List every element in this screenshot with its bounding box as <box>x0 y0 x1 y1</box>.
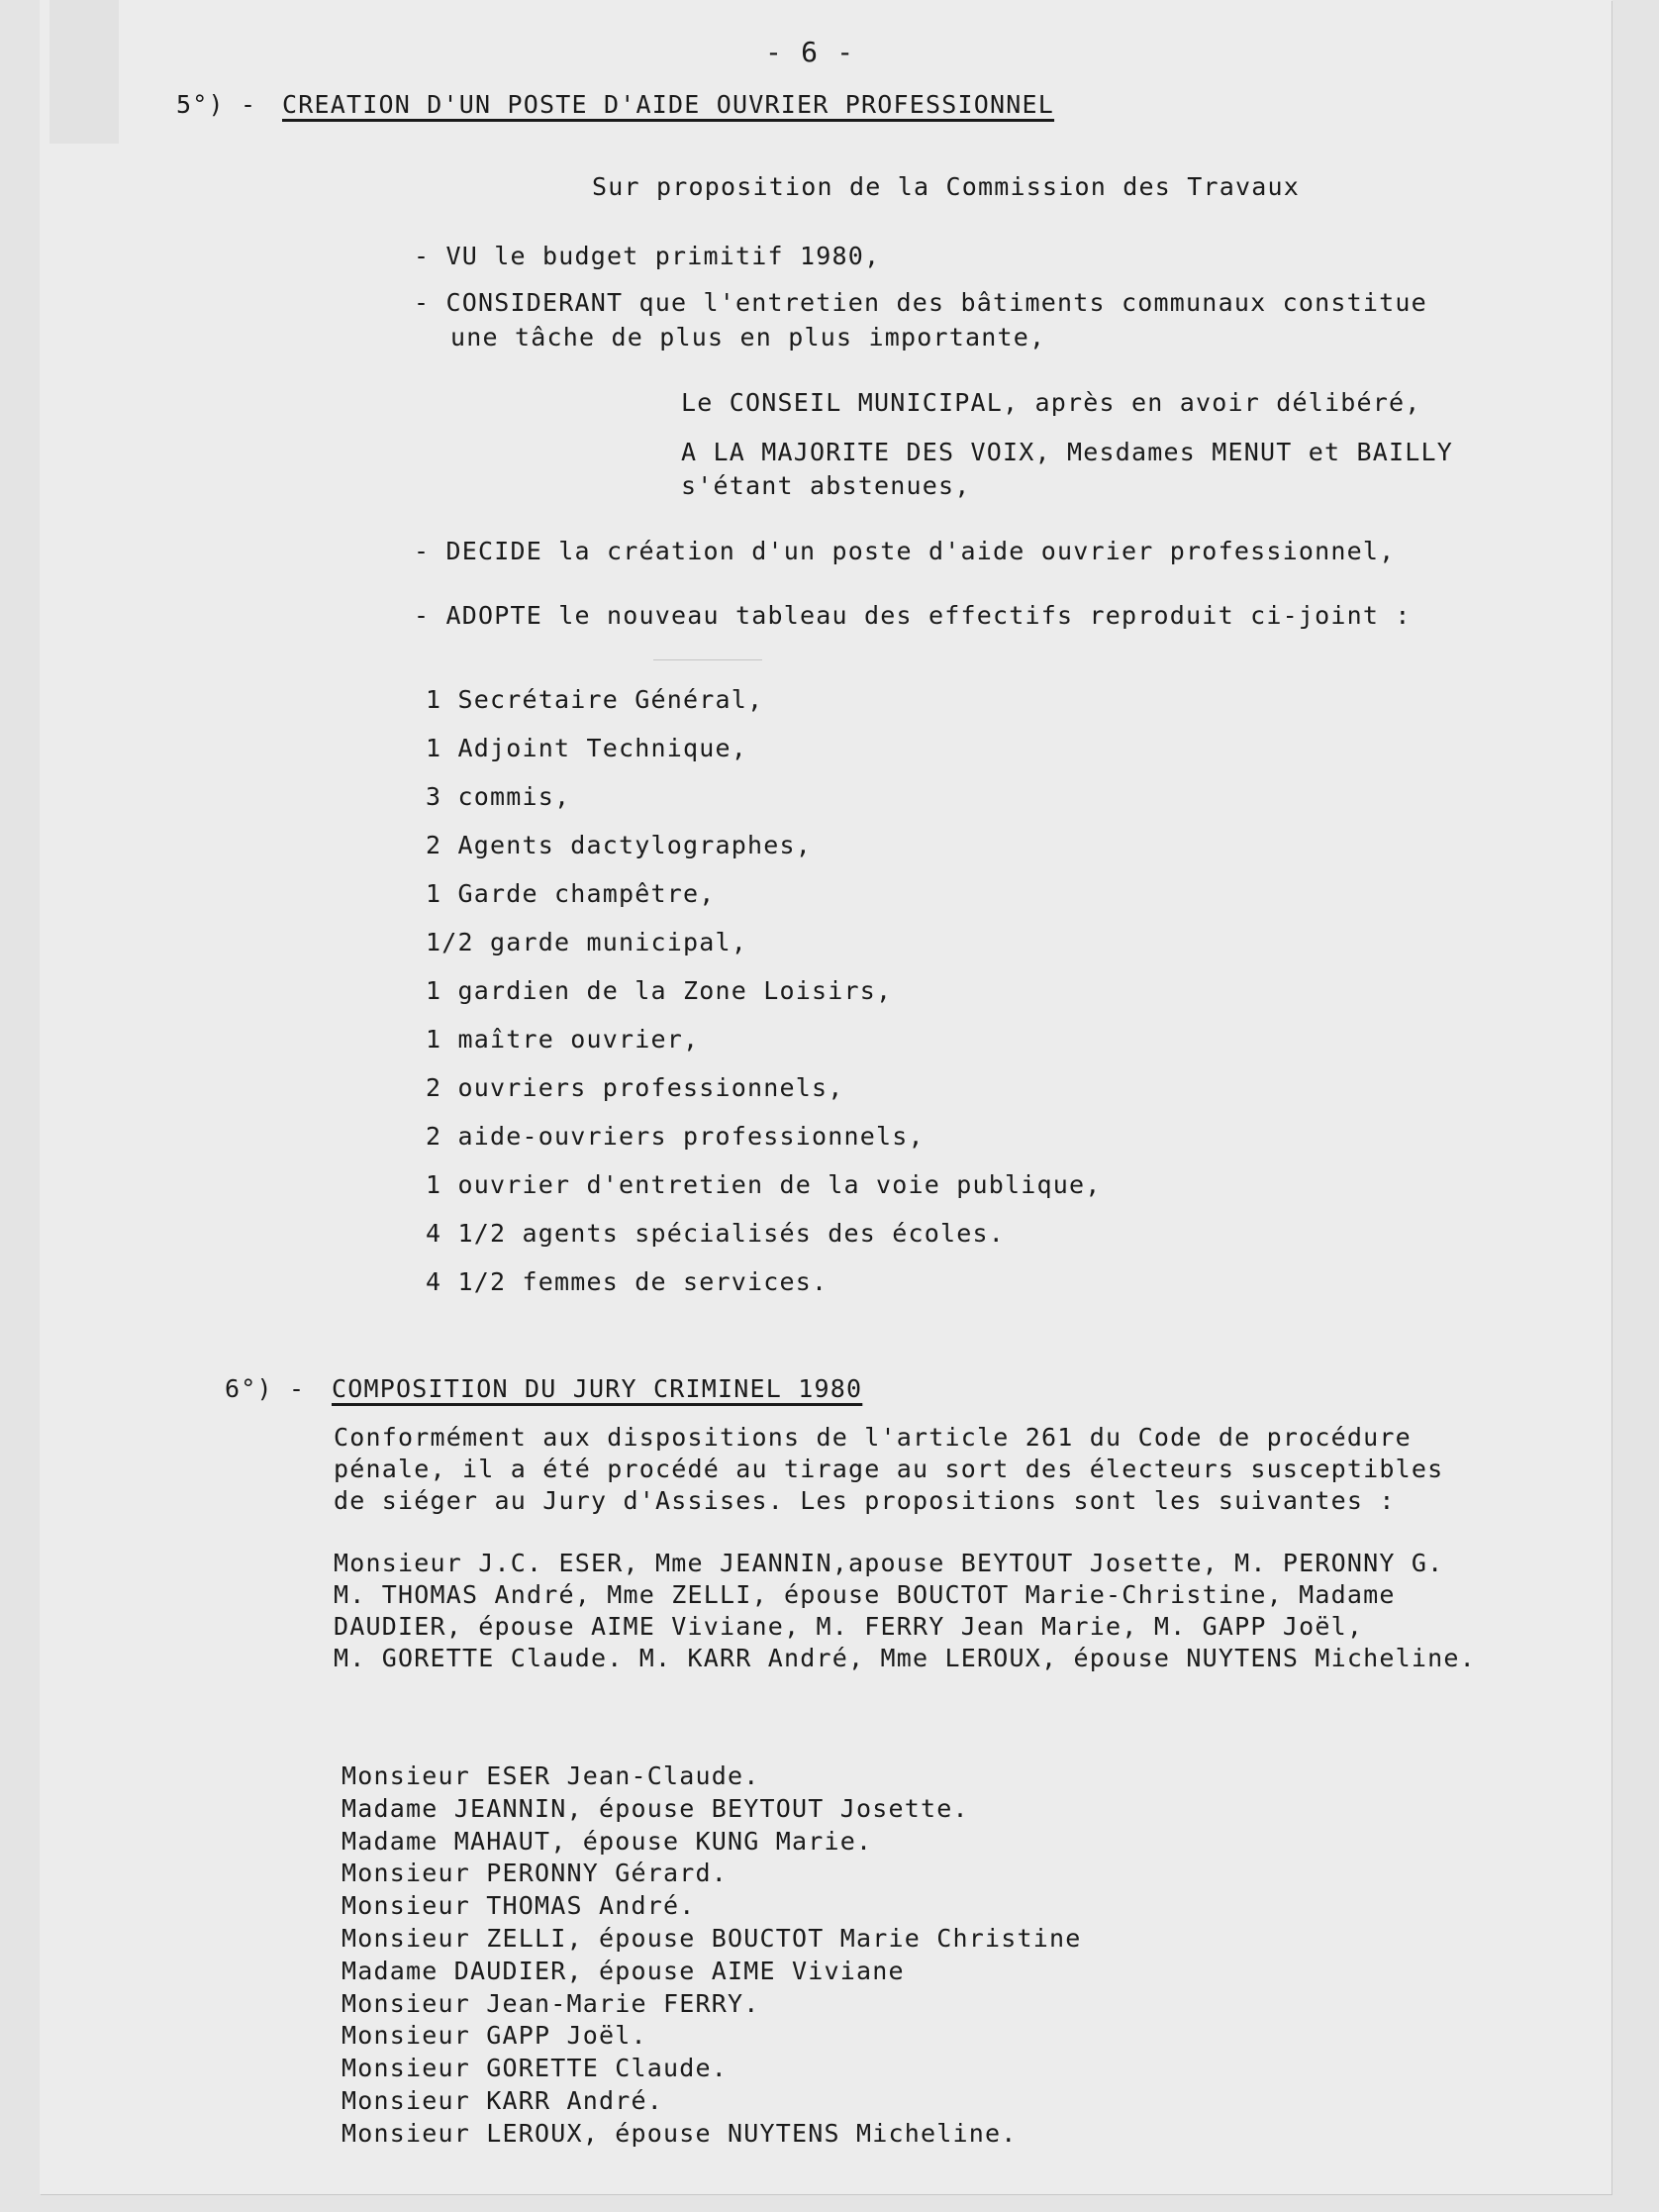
jury-member: Madame MAHAUT, épouse KUNG Marie. <box>342 1826 873 1856</box>
propositions-line: M. THOMAS André, Mme ZELLI, épouse BOUCTOT Marie-Christine, Madame <box>334 1580 1396 1609</box>
jury-member: Monsieur LEROUX, épouse NUYTENS Micheline. <box>342 2118 1018 2148</box>
jury-member: Monsieur ESER Jean-Claude. <box>342 1761 760 1790</box>
paragraph-line: pénale, il a été procédé au tirage au sort des électeurs susceptibles <box>334 1455 1444 1483</box>
staff-item: 1 maître ouvrier, <box>426 1025 700 1054</box>
jury-member: Monsieur GORETTE Claude. <box>342 2054 729 2083</box>
considerant-clause-line2: une tâche de plus en plus importante, <box>450 323 1046 352</box>
staff-item: 4 1/2 agents spécialisés des écoles. <box>426 1219 1006 1248</box>
section-5-number: 5°) - <box>176 90 257 119</box>
section-6-title: COMPOSITION DU JURY CRIMINEL 1980 <box>332 1374 863 1403</box>
majorite-statement-line1: A LA MAJORITE DES VOIX, Mesdames MENUT et BAILLY <box>681 438 1454 466</box>
staff-item: 1/2 garde municipal, <box>426 928 748 956</box>
conseil-statement: Le CONSEIL MUNICIPAL, après en avoir délibéré, <box>681 388 1421 417</box>
propositions-line: DAUDIER, épouse AIME Viviane, M. FERRY Jean Marie, M. GAPP Joël, <box>334 1612 1364 1641</box>
paragraph-line: Conformément aux dispositions de l'article 261 du Code de procédure <box>334 1423 1412 1452</box>
majorite-statement-line2: s'étant abstenues, <box>681 471 971 500</box>
considerant-clause-line1: - CONSIDERANT que l'entretien des bâtiments communaux constitue <box>414 288 1427 317</box>
jury-member: Monsieur THOMAS André. <box>342 1891 696 1921</box>
jury-list <box>342 1760 1082 2151</box>
jury-member: Monsieur Jean-Marie FERRY. <box>342 1988 760 2018</box>
adopte-clause: - ADOPTE le nouveau tableau des effectifs reproduit ci-joint : <box>414 601 1412 630</box>
section-5-subtitle: Sur proposition de la Commission des Travaux <box>592 172 1301 201</box>
staff-item: 3 commis, <box>426 782 571 811</box>
propositions-paragraph <box>334 1548 1476 1674</box>
jury-member: Monsieur PERONNY Gérard. <box>342 1859 729 1888</box>
jury-member: Monsieur ZELLI, épouse BOUCTOT Marie Christine <box>342 1923 1082 1953</box>
staff-item: 2 Agents dactylographes, <box>426 831 813 859</box>
staff-item: 4 1/2 femmes de services. <box>426 1267 829 1296</box>
staff-table <box>426 685 1102 1316</box>
jury-member: Madame DAUDIER, épouse AIME Viviane <box>342 1956 905 1985</box>
jury-member: Monsieur GAPP Joël. <box>342 2021 647 2051</box>
section-6-paragraph <box>334 1422 1443 1517</box>
paragraph-line: de siéger au Jury d'Assises. Les propositions sont les suivantes : <box>334 1486 1396 1515</box>
decide-clause: - DECIDE la création d'un poste d'aide ouvrier professionnel, <box>414 537 1396 565</box>
jury-member: Monsieur KARR André. <box>342 2085 664 2115</box>
document-page <box>40 0 1611 2194</box>
divider <box>653 659 762 660</box>
propositions-line: Monsieur J.C. ESER, Mme JEANNIN,apouse BEYTOUT Josette, M. PERONNY G. <box>334 1549 1444 1577</box>
staff-item: 1 Adjoint Technique, <box>426 734 748 762</box>
jury-member: Madame JEANNIN, épouse BEYTOUT Josette. <box>342 1793 969 1823</box>
page-number: - 6 - <box>765 36 855 68</box>
section-6-number: 6°) - <box>225 1374 306 1403</box>
staff-item: 1 Garde champêtre, <box>426 879 716 908</box>
section-5-title: CREATION D'UN POSTE D'AIDE OUVRIER PROFESSIONNEL <box>282 90 1055 119</box>
staff-item: 1 Secrétaire Général, <box>426 685 764 714</box>
staff-item: 2 ouvriers professionnels, <box>426 1073 844 1102</box>
vu-clause: - VU le budget primitif 1980, <box>414 242 881 270</box>
staff-item: 1 gardien de la Zone Loisirs, <box>426 976 893 1005</box>
staff-item: 2 aide-ouvriers professionnels, <box>426 1122 925 1151</box>
propositions-line: M. GORETTE Claude. M. KARR André, Mme LEROUX, épouse NUYTENS Micheline. <box>334 1644 1476 1672</box>
staff-item: 1 ouvrier d'entretien de la voie publique, <box>426 1170 1102 1199</box>
